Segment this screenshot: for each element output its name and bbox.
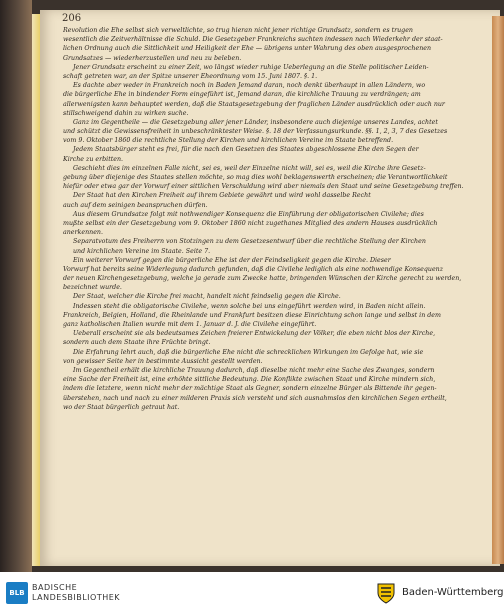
text-line: die bürgerliche Ehe in bindender Form eingeführt ist, Jemand daran, die kirchliche Trauung zu verdrängen; am [63, 91, 421, 99]
text-line: schaft getreten war, an der Spitze unserer Eheordnung vom 15. Juni 1807. §. 1. [63, 72, 318, 80]
text-line: indem die letztere, wenn nicht mehr der mächtige Staat als Gegner, sondern einzelne Bürger als Bittende ihr gegen- [63, 385, 437, 393]
text-line: Der Staat hat den Kirchen Freiheit auf ihrem Gebiete gewährt und wird wohl dasselbe Recht [73, 192, 371, 200]
text-line: sondern auch dem Staate ihre Früchte bringt. [63, 339, 211, 347]
text-line: und kirchlichen Vereine im Staate. Seite 7. [73, 247, 211, 255]
text-line: Der Staat, welcher die Kirche frei macht, handelt nicht feindselig gegen die Kirche. [73, 293, 341, 301]
text-line: wesentlich die Zeitverhältnisse die Schuld. Die Gesetzgeber Frankreichs suchten indessen nach Wiederkehr der staat- [63, 36, 443, 44]
text-line: Aus diesem Grundsatze folgt mit nothwendiger Konsequenz die Einführung der obligatorischen Civilehe; dies [73, 210, 424, 218]
text-line: Kirche zu erbitten. [63, 155, 124, 163]
book-fore-edge [492, 16, 504, 564]
text-line: Revolution die Ehe selbst sich verweltlichte, so trug hieran nicht jener richtige Grundsatz, sondern es trugen [63, 27, 413, 34]
text-line: Ganz im Gegentheile — die Gesetzgebung aller jener Länder, insbesondere auch diejenige unseres Landes, achtet [73, 118, 438, 126]
text-line: von gewisser Seite her in bestimmte Aussicht gestellt werden. [63, 357, 263, 365]
page-number: 206 [62, 13, 82, 24]
text-line: wo der Staat bürgerlich getraut hat. [63, 403, 180, 411]
text-line: Die Erfahrung lehrt auch, daß die bürgerliche Ehe nicht die schrecklichen Wirkungen im Gefolge hat, wie sie [73, 348, 424, 356]
book-spine [0, 0, 32, 572]
text-line: Es dachte aber weder in Frankreich noch in Baden Jemand daran, noch denkt überhaupt in allen Ländern, wo [73, 82, 426, 90]
blb-logo-icon[interactable]: BLB [6, 582, 28, 604]
text-line: Jedem Staatsbürger steht es frei, für die nach den Gesetzen des Staates abgeschlossene Ehe den Segen der [73, 146, 419, 154]
footer-bar [0, 572, 504, 612]
page-text [63, 26, 484, 412]
text-line: Ueberall erscheint sie als bedeutsames Zeichen freierer Entwickelung der Völker, die eben nicht blos der Kirche, [73, 330, 436, 338]
text-line: Separatvotum des Freiherrn von Stotzingen zu dem Gesetzesentwurf über die rechtliche Stellung der Kirchen [73, 238, 426, 246]
text-line: vom 9. Oktober 1860 die rechtliche Stellung der Kirchen und kirchlichen Vereine im Staate betreffend. [63, 137, 394, 145]
text-line: allerwenigsten kann behauptet werden, daß die Staatsgesetzgebung der fraglichen Länder ausdrücklich oder auch nur [63, 100, 445, 108]
blb-name-line2: LANDESBIBLIOTHEK [32, 593, 121, 602]
text-line: eine Sache der Freiheit ist, eine erhöhte sittliche Bedeutung. Die Konflikte zwischen Staat und Kirche mindern sich, [63, 376, 436, 384]
bw-coat-of-arms-icon[interactable] [374, 582, 398, 604]
text-line: ganz katholischen Italien wurde mit dem 1. Januar d. J. die Civilehe eingeführt. [63, 321, 317, 328]
gilt-page-edge [32, 14, 40, 566]
text-line: überstehen, nach und nach zu einer milderen Praxis sich versteht und sich ausnahmslos den kirchlichen Segen ertheilt, [63, 394, 447, 402]
text-line: lichen Ordnung auch die Sittlichkeit und Heiligkeit der Ehe — übrigens unter Wahrung des oben ausgesprochenen [63, 45, 432, 53]
text-line: Vorwurf hat bereits seine Widerlegung dadurch gefunden, daß die Civilehe lediglich als eine nothwendige Konsequenz [63, 265, 444, 273]
text-line: Im Gegentheil erhält die kirchliche Trauung dadurch, daß dieselbe nicht mehr eine Sache des Zwanges, sondern [73, 366, 435, 374]
text-line: Indessen steht die obligatorische Civilehe, wenn solche bei uns eingeführt werden wird, in Baden nicht allein. [73, 302, 426, 310]
text-line: anerkennen. [63, 229, 103, 237]
text-line: hiefür oder etwa gar der Vorwurf einer sittlichen Verschuldung wird aber niemals den Staat und seine Gesetzgebung treffen. [63, 183, 464, 191]
text-line: der neuen Kirchengesetzgebung, welche ja gerade zum Zwecke hatte, bringenden Wünschen der Kirche gerecht zu werden, [63, 275, 462, 283]
text-line: Grundsatzes — wiederherzustellen und neu zu beleben. [63, 54, 242, 62]
blb-library-name[interactable] [32, 583, 120, 603]
text-line: Jener Grundsatz erscheint zu einer Zeit, wo längst wieder ruhige Ueberlegung an die Stelle politischer Leiden- [73, 63, 429, 71]
text-line: auch auf dem seinigen beanspruchen dürfen. [63, 201, 208, 209]
bw-state-name[interactable]: Baden-Württemberg [402, 587, 504, 598]
blb-name-line1: BADISCHE [32, 583, 78, 592]
text-line: Frankreich, Belgien, Holland, die Rheinlande und Frankfurt besitzen diese Einrichtung schon lange und selbst in dem [63, 311, 441, 319]
text-line: und schützt die Gewissensfreiheit in unbeschränktester Weise. §. 18 der Verfassungsurkunde. §§. 1, 2, 3, 7 des Gesetzes [63, 128, 448, 136]
text-line: stillschweigend dahin zu wirken suche. [63, 109, 189, 117]
text-line: bezeichnet wurde. [63, 284, 122, 292]
text-line: mußte selbst ein der Gesetzgebung vom 9. Oktober 1860 nicht zugethanes Mitglied des andern Hauses ausdrücklich [63, 219, 438, 227]
text-line: Geschieht dies im einzelnen Falle nicht, sei es, weil der Einzelne nicht will, sei es, weil die Kirche ihre Gesetz- [73, 164, 426, 172]
text-line: Ein weiterer Vorwurf gegen die bürgerliche Ehe ist der der Feindseligkeit gegen die Kirche. Dieser [73, 256, 391, 264]
text-line: gebung über diejenige des Staates stellen möchte, so mag dies wohl beklagenswerth erscheinen; die Verantwortlichkeit [63, 174, 448, 181]
